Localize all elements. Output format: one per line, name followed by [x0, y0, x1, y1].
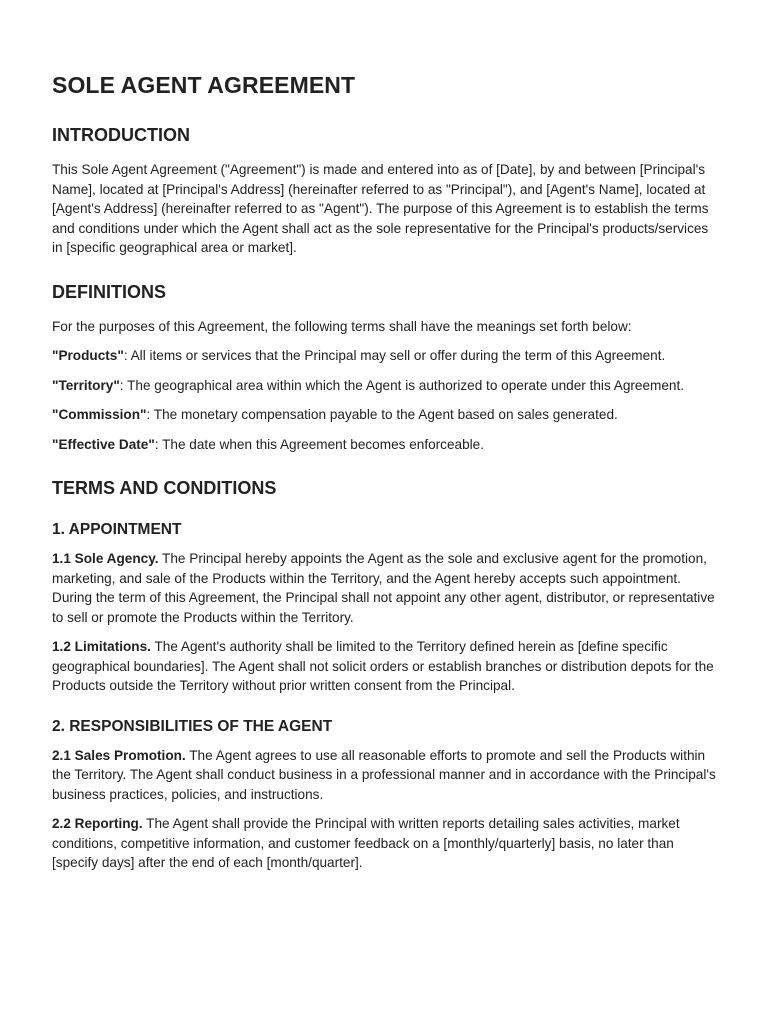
clause-text: The Agent shall provide the Principal with written reports detailing sales activities, market conditions, competitive information, and customer feedback on a [monthly/quarterly] basis, no later than [specify days] after the end of each [month/quarter].: [52, 816, 680, 870]
definitions-lead: For the purposes of this Agreement, the following terms shall have the meanings set forth below:: [52, 318, 632, 334]
definition-term: "Effective Date": [52, 436, 155, 452]
definition-text: : The monetary compensation payable to the Agent based on sales generated.: [146, 407, 618, 422]
clause-2-1: [52, 746, 720, 805]
clause-label: 2.2 Reporting.: [52, 816, 143, 831]
definition-effective-date: [52, 435, 720, 455]
clause-text: The Agent agrees to use all reasonable efforts to promote and sell the Products within the Territory. The Agent shall conduct business in a professional manner and in accordance with the Principal's business practices, policies, and instructions.: [52, 747, 716, 802]
clause-2-2: [52, 814, 720, 873]
clause-1-1: [52, 549, 720, 627]
definition-term: "Products": [52, 348, 124, 363]
clause-text: The Agent's authority shall be limited to the Territory defined herein as [define specific geographical boundaries]. The Agent shall not solicit orders or establish branches or distribution depots for the Products outside the Territory without prior written consent from the Principal.: [52, 639, 714, 693]
clause-label: 1.1 Sole Agency.: [52, 551, 159, 566]
definition-products: [52, 346, 720, 366]
clause-1-2: [52, 637, 720, 696]
clause-label: 2.1 Sales Promotion.: [52, 747, 186, 763]
definition-term: "Commission": [52, 407, 147, 422]
introduction-body: This Sole Agent Agreement ("Agreement") is made and entered into as of [Date], by and between [Principal's Name], located at [Principal's Address] (hereinafter referred to as "Principal"), and [Agent's Name], located at [Agent's Address] (hereinafter referred to as "Agent"). The purpose of this Agreement is to establish the terms and conditions under which the Agent shall act as the sole representative for the Principal's products/services in [specific geographical area or market].: [52, 162, 709, 255]
terms-heading: TERMS AND CONDITIONS: [52, 478, 277, 498]
definition-commission: [52, 405, 720, 425]
definition-text: : The date when this Agreement becomes enforceable.: [154, 436, 485, 452]
clause-text: The Principal hereby appoints the Agent as the sole and exclusive agent for the promotion, marketing, and sale of the Products within the Territory, and the Agent hereby accepts such appointment. During the term of this Agreement, the Principal shall not appoint any other agent, distributor, or representative to sell or promote the Products within the Territory.: [52, 551, 715, 625]
definition-territory: [52, 376, 720, 396]
document-title: SOLE AGENT AGREEMENT: [52, 72, 356, 98]
introduction-heading: INTRODUCTION: [52, 125, 190, 145]
definition-text: : All items or services that the Principal may sell or offer during the term of this Agreement.: [123, 348, 666, 363]
definition-term: "Territory": [52, 377, 120, 393]
responsibilities-heading: 2. RESPONSIBILITIES OF THE AGENT: [52, 717, 333, 735]
clause-label: 1.2 Limitations.: [52, 639, 151, 654]
definitions-heading: DEFINITIONS: [52, 281, 167, 302]
definition-text: : The geographical area within which the Agent is authorized to operate under this Agreement.: [119, 377, 685, 393]
appointment-heading: 1. APPOINTMENT: [52, 521, 182, 538]
